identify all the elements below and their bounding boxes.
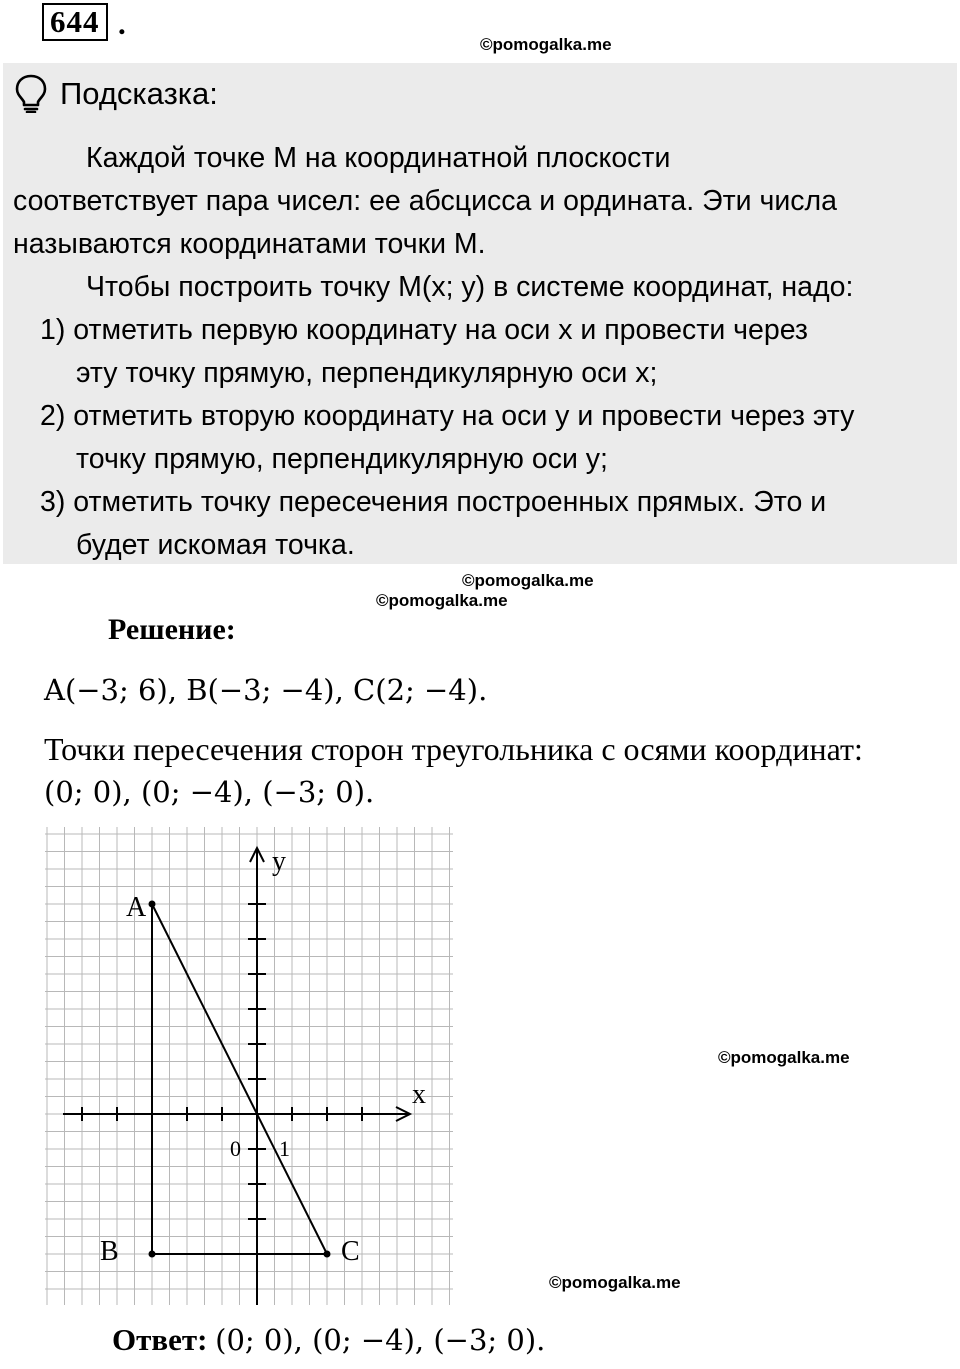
hint-line: эту точку прямую, перпендикулярную оси x; bbox=[76, 357, 658, 389]
watermark: ©pomogalka.me bbox=[376, 591, 508, 610]
point-label-b: B bbox=[100, 1236, 119, 1267]
points-line: A(−3; 6), B(−3; −4), C(2; −4). bbox=[44, 673, 488, 707]
hint-line: 3) отметить точку пересечения построенных прямых. Это и bbox=[40, 486, 827, 518]
answer-label: Ответ: bbox=[112, 1322, 208, 1357]
task-number-dot: . bbox=[118, 6, 126, 41]
point-label-a: A bbox=[126, 892, 147, 923]
watermark: ©pomogalka.me bbox=[480, 35, 612, 54]
point-label-c: C bbox=[341, 1236, 360, 1267]
origin-label: 0 bbox=[230, 1136, 241, 1161]
point-a bbox=[149, 901, 156, 908]
point-c bbox=[324, 1251, 331, 1258]
unit-label: 1 bbox=[279, 1136, 290, 1161]
task-number: 644 bbox=[42, 3, 108, 41]
hint-line: называются координатами точки М. bbox=[13, 228, 486, 260]
hint-line: будет искомая точка. bbox=[76, 529, 355, 561]
intersections-text: Точки пересечения сторон треугольника с осями координат: bbox=[44, 731, 863, 767]
x-axis-label: x bbox=[412, 1079, 426, 1110]
intersections-values: (0; 0), (0; −4), (−3; 0). bbox=[44, 775, 375, 809]
hint-line: точку прямую, перпендикулярную оси y; bbox=[76, 443, 608, 475]
solution-title: Решение: bbox=[108, 613, 236, 646]
watermark: ©pomogalka.me bbox=[549, 1273, 681, 1292]
grid bbox=[45, 827, 453, 1305]
hint-line: Чтобы построить точку М(x; y) в системе координат, надо: bbox=[86, 271, 854, 303]
answer bbox=[112, 1322, 545, 1358]
hint-line: 1) отметить первую координату на оси x и провести через bbox=[40, 314, 808, 346]
hint-title: Подсказка: bbox=[60, 76, 218, 111]
answer-value: (0; 0), (0; −4), (−3; 0). bbox=[215, 1323, 546, 1357]
hint-line: Каждой точке М на координатной плоскости bbox=[86, 142, 671, 174]
watermark: ©pomogalka.me bbox=[462, 571, 594, 590]
hint-line: соответствует пара чисел: ее абсцисса и ордината. Эти числа bbox=[13, 185, 837, 217]
hint-line: 2) отметить вторую координату на оси y и провести через эту bbox=[40, 400, 855, 432]
point-b bbox=[149, 1251, 156, 1258]
y-axis-label: y bbox=[272, 846, 286, 877]
watermark: ©pomogalka.me bbox=[718, 1048, 850, 1067]
